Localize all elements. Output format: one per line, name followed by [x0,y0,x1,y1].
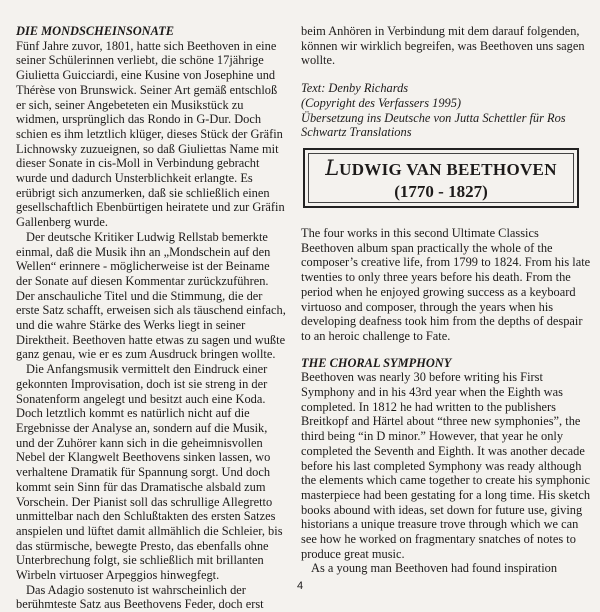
paragraph: Fünf Jahre zuvor, 1801, hatte sich Beethoven in eine seiner Schülerinnen verliebt, die schöne 17jährige Giulietta Guicciardi, eine Kusine von Josephine und Thérèse von Brunswick. Seiner Art gemäß entschloß er sich, seiner Angebeteten ein Musikstück zu widmen, ursprünglich das Rondo in G-Dur. Doch schien es ihm letztlich klüger, dieses Stück der Gräfin Lichnowsky zuzueignen, so daß Giuliettas Name mit dieser Sonate in cis-Moll in Verbindung gebracht wurde und dadurch Unsterblichkeit erlangte. Es erübrigt sich anzumerken, daß sie schließlich einen gesellschaftlich Ebenbürtigen heiratete und zur Gräfin Gallenberg wurde. [16,38,285,230]
credits [301,81,591,140]
paragraph: Der deutsche Kritiker Ludwig Rellstab bemerkte einmal, daß die Musik ihn an „Mondschein auf den Wellen“ erinnere - möglicherweise ist der Beiname der Sonate auf diesen Kommentar zurückzuführen. Der anschauliche Titel und die Stimmung, die der erste Satz schafft, erweisen sich als täuschend einfach, und die wahre Stärke des Werks liegt in seiner Direktheit. Beethoven hatte etwas zu sagen und wußte ganz genau, wie er es zum Ausdruck bringen wollte. [16,229,286,362]
section-heading-choral-symphony: THE CHORAL SYMPHONY [301,355,452,370]
section-heading-mondscheinsonate: DIE MONDSCHEINSONATE [16,24,175,38]
title-initial: L [325,156,340,180]
paragraph: Die Anfangsmusik vermittelt den Eindruck einer gekonnten Improvisation, doch ist sie streng in der Sonatenform angelegt und besitzt auch eine Koda. Doch letztlich kommt es natürlich nicht auf die Ergebnisse der Analyse an, sondern auf die Musik, und der Zuhörer kann sich in die geheimnisvollen Nebel der Klangwelt Beethovens sinken lassen, wo verhaltene Dramatik für Spannung sorgt. Und doch kommt sein Sinn für das Dramatische alsbald zum Vorschein. Der Pianist soll das schrullige Allegretto unmittelbar nach den Schlußtakten des ersten Satzes anspielen und lüftet damit allmählich die Schleier, bis das stürmische, bewegte Presto, das ebenfalls ohne Unterbrechung folgt, sie schließlich mit brillanten Wirbeln virtuoser Arpeggios hinwegfegt. [16,362,283,583]
title-box [303,148,579,208]
paragraph-continued: beim Anhören in Verbindung mit dem darauf folgenden, können wir wirklich begreifen, was Beethoven uns sagen wollte. [301,24,585,68]
right-column-body [301,226,591,576]
page-number: 4 [296,580,304,592]
credit-translation: Übersetzung ins Deutsche von Jutta Schettler für Ros Schwartz Translations [301,110,566,140]
credit-copyright: (Copyright des Verfassers 1995) [301,95,462,110]
title-name: UDWIG VAN BEETHOVEN [339,160,557,179]
right-column-top [301,24,591,140]
paragraph: Das Adagio sostenuto ist wahrscheinlich der berühmteste Satz aus Beethovens Feder, doch erst [16,582,264,612]
paragraph: As a young man Beethoven had found inspiration [311,561,558,576]
credit-author: Text: Denby Richards [301,81,409,96]
title-dates: (1770 - 1827) [394,182,488,201]
intro-paragraph: The four works in this second Ultimate Classics Beethoven album span practically the whole of the composer’s creative life, from 1799 to 1824. From his late twenties to only three years before his death. From the period when he enjoyed growing success as a keyboard virtuoso and composer, through the years when his developing deafness took him from the depths of despair to an heroic challenge to Fate. [301,226,591,343]
paragraph: Beethoven was nearly 30 before writing his First Symphony and in his 43rd year when the Eighth was completed. In 1812 he had written to the publishers Breitkopf and Härtel about “three new symphonies”, the third being “in D minor.” However, that year he only completed the Seventh and Eighth. It was another decade before his last completed Symphony was ready although the elements which came together to create his symphonic masterpiece had been gestating for a long time. His sketch books abound with ideas, set down for future use, giving historians a unique treasure trove through which we can see how he worked on fragmentary snatches of notes to produce great music. [301,370,591,561]
left-column [16,24,286,612]
